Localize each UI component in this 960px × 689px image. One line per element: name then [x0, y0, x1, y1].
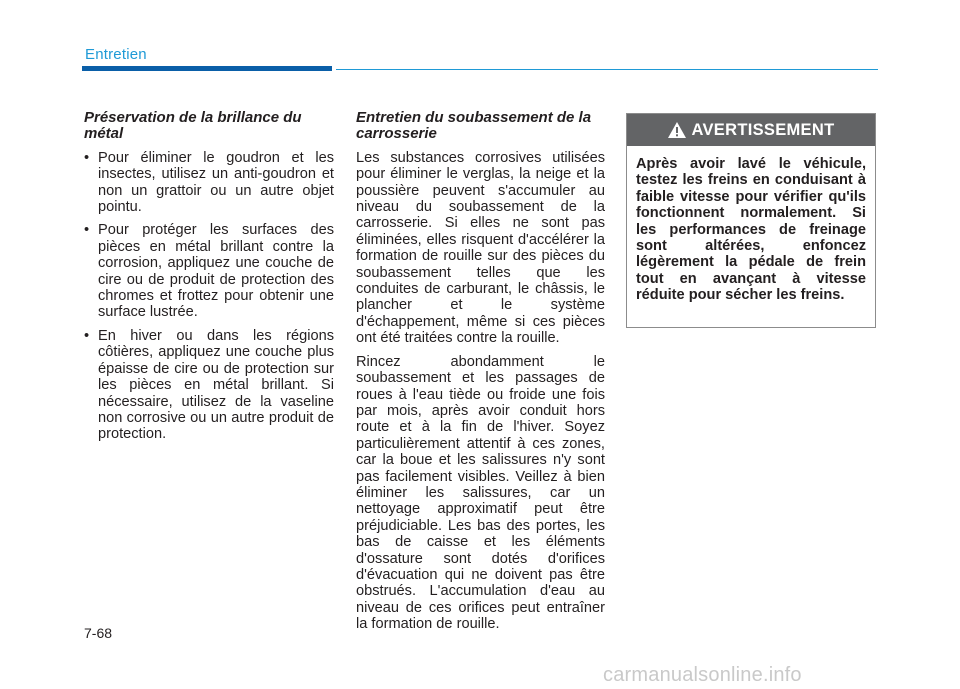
- header-rule-thick: [82, 66, 332, 71]
- section-title: Entretien: [85, 46, 147, 63]
- warning-box: [626, 113, 876, 328]
- warning-text: Après avoir lavé le véhicule, testez les freins en conduisant à faible vitesse pour vérifier qu'ils fonctionnent normalement. Si les performances de freinage sont altérées, enfoncez légèrement la pédale de frein tout en avançant à vitesse réduite pour sécher les freins.: [636, 156, 866, 304]
- bullet-item: • En hiver ou dans les régions côtières, appliquez une couche plus épaisse de cire ou de protection sur les pièces en métal brillant. Si nécessaire, utilisez de la vaseline non corrosive ou un autre produit de protection.: [84, 328, 334, 443]
- paragraph: Les substances corrosives utilisées pour éliminer le verglas, la neige et la poussière peuvent s'accumuler au niveau du soubassement de la carrosserie. Si elles ne sont pas éliminées, elles risquent d'accélérer la formation de rouille sur des pièces du soubassement telles que les conduites de carburant, le châssis, le plancher et le système d'échappement, même si ces pièces ont été traitées contre la rouille.: [356, 149, 605, 347]
- watermark: carmanualsonline.info: [603, 664, 802, 686]
- paragraph: Rincez abondamment le soubassement et les passages de roues à l'eau tiède ou froide une fois par mois, après avoir conduit hors route et à la fin de l'hiver. Soyez particulièrement attentif à ces zones, car la boue et les salissures n'y sont pas facilement visibles. Veillez à bien éliminer les salissures, car un nettoyage approximatif peut être préjudiciable. Les bas des portes, les bas de caisse et les éléments d'ossature sont dotés d'orifices d'évacuation qui ne doivent pas être obstrués. L'accumulation d'eau au niveau de ces orifices peut entraîner la formation de rouille.: [356, 353, 605, 633]
- left-heading: Préservation de la brillance du métal: [84, 109, 302, 143]
- left-bullet-list: [84, 150, 334, 443]
- warning-title: AVERTISSEMENT: [691, 120, 835, 139]
- warning-header: [627, 114, 875, 146]
- bullet-item: • Pour protéger les surfaces des pièces en métal brillant contre la corrosion, appliquez une couche de cire ou de produit de protection des chromes et frottez pour obtenir une surface lustrée.: [84, 222, 334, 320]
- middle-column: [356, 110, 605, 640]
- bullet-item: • Pour éliminer le goudron et les insectes, utilisez un anti-goudron et non un grattoir ou un autre objet pointu.: [84, 150, 334, 216]
- warning-triangle-icon: [668, 122, 686, 138]
- header-rule-thin: [336, 69, 878, 70]
- middle-heading: Entretien du soubassement de la carrosserie: [356, 109, 592, 143]
- left-column: [84, 110, 334, 450]
- page-number: 7-68: [84, 625, 113, 641]
